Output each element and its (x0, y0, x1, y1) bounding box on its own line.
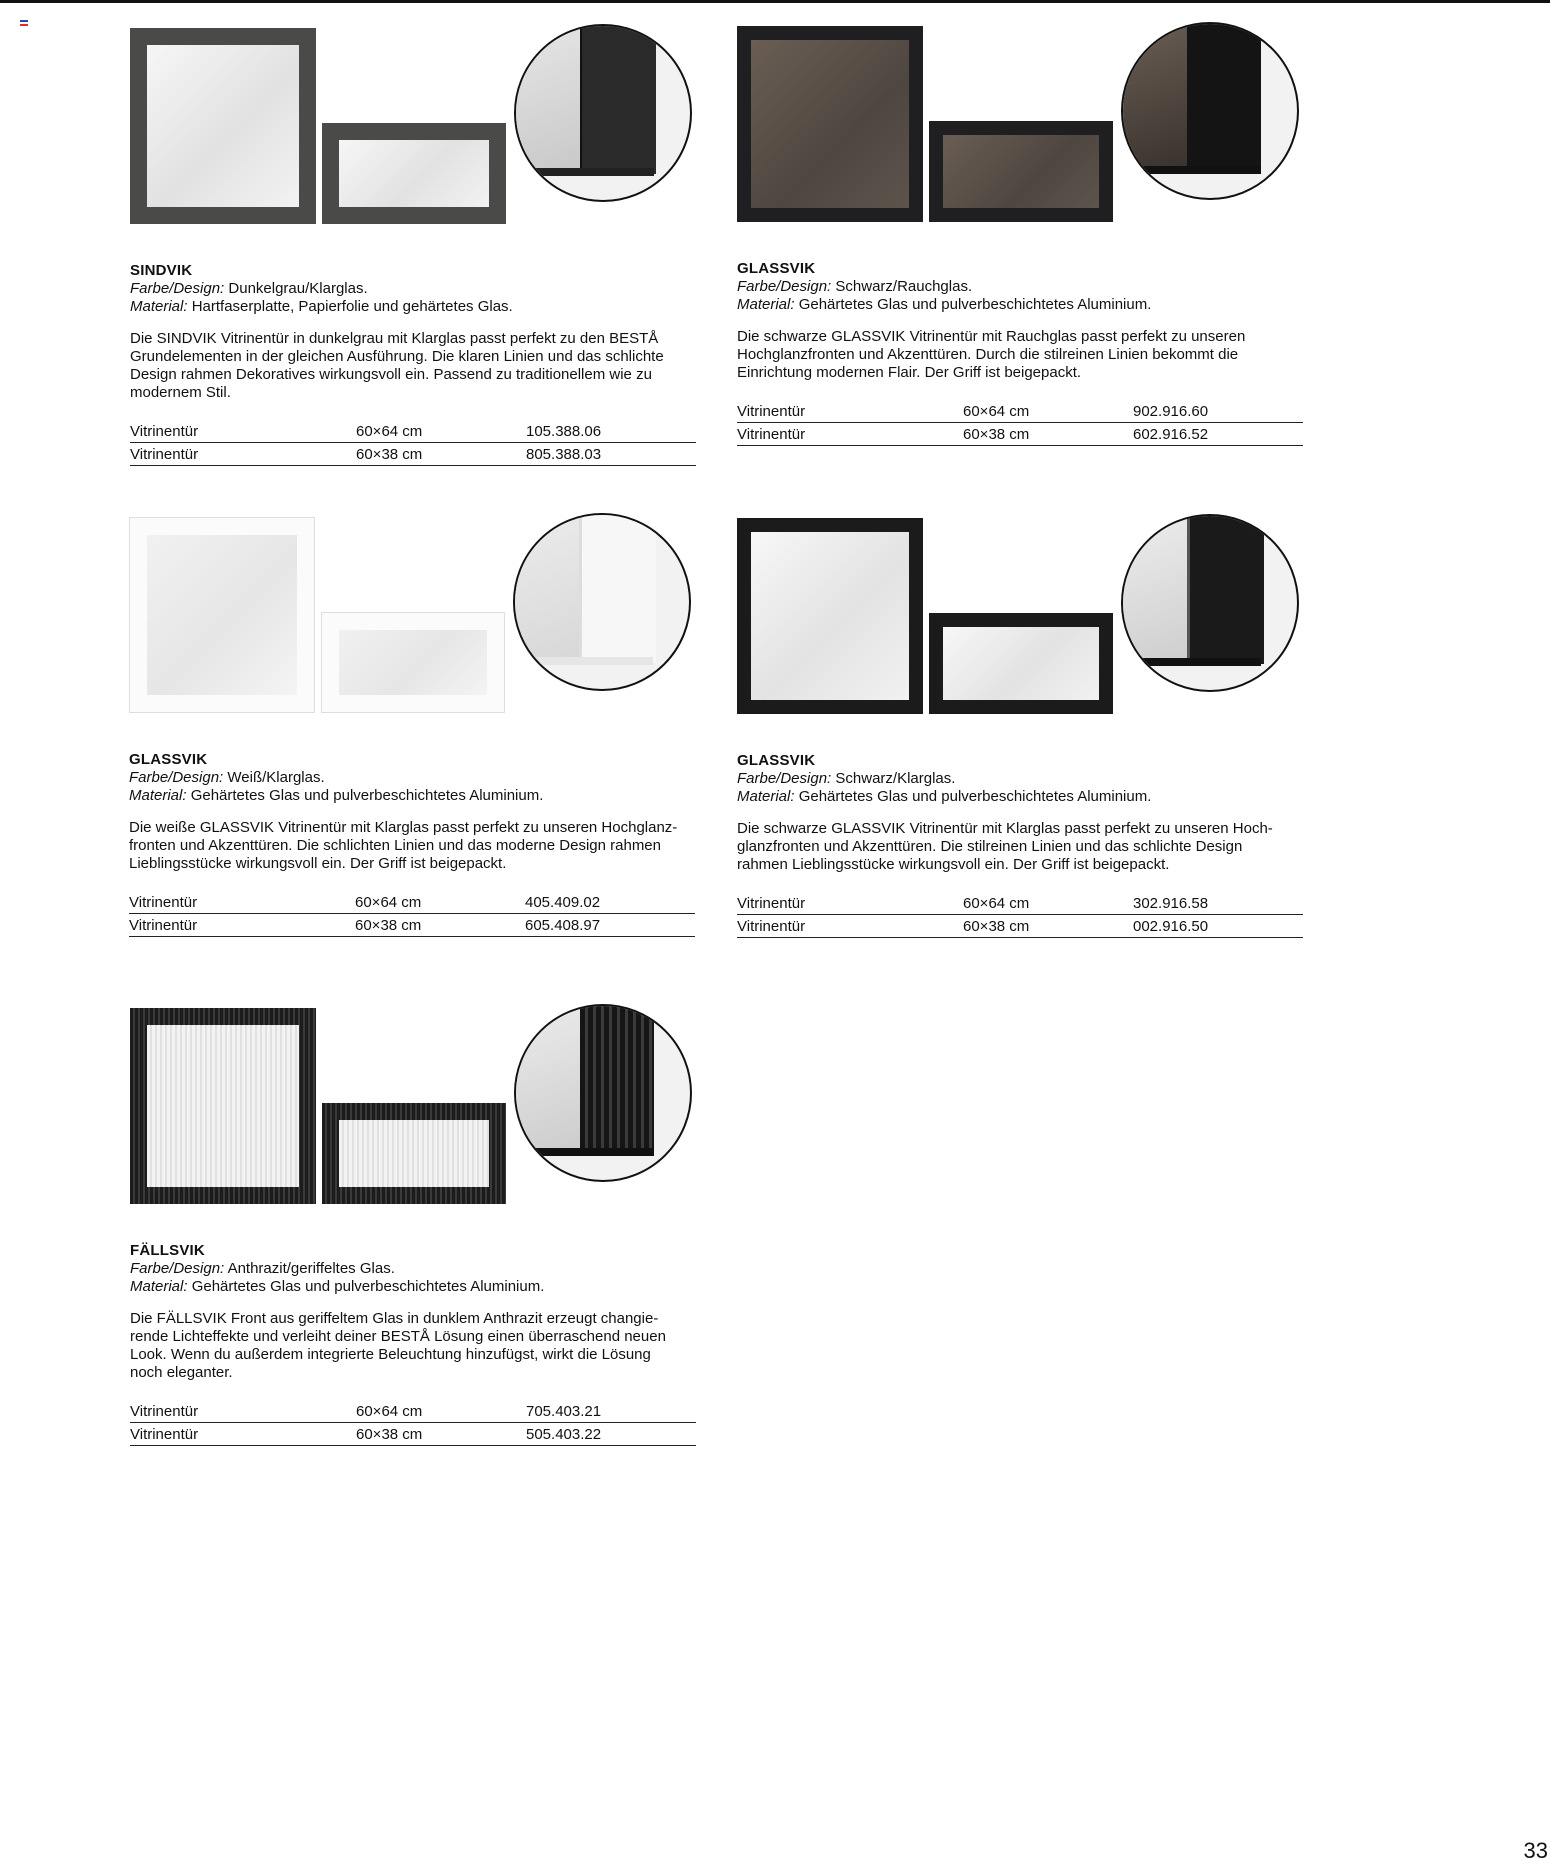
product-name: GLASSVIK (129, 751, 208, 768)
table-row: Vitrinentür 60×38 cm 605.408.97 (129, 914, 695, 937)
table-row: Vitrinentür 60×38 cm 805.388.03 (130, 443, 696, 466)
color-design: Farbe/Design: Schwarz/Klarglas. (737, 770, 956, 787)
door-image-small (322, 123, 506, 224)
detail-zoom-image (514, 1004, 692, 1182)
page-number: 33 (1523, 1838, 1548, 1863)
flag-icon (20, 20, 28, 26)
product-name: FÄLLSVIK (130, 1242, 205, 1259)
material: Material: Gehärtetes Glas und pulverbeschichtetes Aluminium. (737, 788, 1152, 805)
product-images (737, 514, 1413, 752)
door-image-large (737, 26, 923, 222)
detail-zoom-image (1121, 514, 1299, 692)
material: Material: Gehärtetes Glas und pulverbeschichtetes Aluminium. (130, 1278, 545, 1295)
product-card-fallsvik (130, 1004, 806, 1446)
product-card-sindvik (130, 24, 806, 466)
product-description: Die SINDVIK Vitrinentür in dunkelgrau mit Klarglas passt perfekt zu den BESTÅ Grundelementen in der gleichen Ausführung. Die klaren Linien und das schlichte Design rahmen Dekoratives wirkungsvoll ein. Passend zu traditionellem wie zu modernem Stil. (130, 330, 664, 401)
table-row: Vitrinentür 60×64 cm 902.916.60 (737, 400, 1303, 423)
table-row: Vitrinentür 60×38 cm 002.916.50 (737, 915, 1303, 938)
table-row: Vitrinentür 60×64 cm 302.916.58 (737, 892, 1303, 915)
spec-table (129, 891, 695, 937)
door-image-large (130, 1008, 316, 1204)
table-row: Vitrinentür 60×64 cm 705.403.21 (130, 1400, 696, 1423)
door-image-small (929, 613, 1113, 714)
product-images (129, 513, 805, 751)
color-design: Farbe/Design: Weiß/Klarglas. (129, 769, 325, 786)
product-description: Die weiße GLASSVIK Vitrinentür mit Klarglas passt perfekt zu unseren Hochglanz- fronten und Akzenttüren. Die schlichten Linien und das moderne Design rahmen Lieblingsstücke wirkungsvoll ein. Der Griff ist beigepackt. (129, 819, 678, 872)
product-card-glassvik-white (129, 513, 805, 937)
product-images (130, 1004, 806, 1242)
product-images (130, 24, 806, 262)
material: Material: Gehärtetes Glas und pulverbeschichtetes Aluminium. (737, 296, 1152, 313)
door-image-large (737, 518, 923, 714)
door-image-small (929, 121, 1113, 222)
detail-zoom-image (513, 513, 691, 691)
table-row: Vitrinentür 60×38 cm 505.403.22 (130, 1423, 696, 1446)
color-design: Farbe/Design: Dunkelgrau/Klarglas. (130, 280, 368, 297)
product-description: Die schwarze GLASSVIK Vitrinentür mit Rauchglas passt perfekt zu unseren Hochglanzfronten und Akzenttüren. Durch die stilreinen Linien bekommt die Einrichtung modernen Flair. Der Griff ist beigepackt. (737, 328, 1246, 381)
detail-zoom-image (1121, 22, 1299, 200)
spec-table (737, 892, 1303, 938)
spec-table (737, 400, 1303, 446)
material: Material: Hartfaserplatte, Papierfolie und gehärtetes Glas. (130, 298, 513, 315)
door-image-small (321, 612, 505, 713)
product-card-glassvik-black (737, 514, 1413, 938)
color-design: Farbe/Design: Schwarz/Rauchglas. (737, 278, 973, 295)
product-name: GLASSVIK (737, 260, 816, 277)
product-images (737, 22, 1413, 260)
table-row: Vitrinentür 60×38 cm 602.916.52 (737, 423, 1303, 446)
table-row: Vitrinentür 60×64 cm 405.409.02 (129, 891, 695, 914)
product-card-glassvik-smoke (737, 22, 1413, 446)
spec-table (130, 1400, 696, 1446)
detail-zoom-image (514, 24, 692, 202)
material: Material: Gehärtetes Glas und pulverbeschichtetes Aluminium. (129, 787, 544, 804)
door-image-large (129, 517, 315, 713)
color-design: Farbe/Design: Anthrazit/geriffeltes Glas. (130, 1260, 395, 1277)
table-row: Vitrinentür 60×64 cm 105.388.06 (130, 420, 696, 443)
product-name: GLASSVIK (737, 752, 816, 769)
product-description: Die FÄLLSVIK Front aus geriffeltem Glas in dunklem Anthrazit erzeugt changie- rende Lichteffekte und verleiht deiner BESTÅ Lösung einen überraschend neuen Look. Wenn du außerdem integrierte Beleuchtung hinzufügst, wirkt die Lösung noch eleganter. (130, 1310, 666, 1381)
top-rule (0, 0, 1550, 3)
product-name: SINDVIK (130, 262, 193, 279)
product-description: Die schwarze GLASSVIK Vitrinentür mit Klarglas passt perfekt zu unseren Hoch- glanzfronten und Akzenttüren. Die stilreinen Linien und das schlichte Design rahmen Lieblingsstücke wirkungsvoll ein. Der Griff ist beigepackt. (737, 820, 1273, 873)
door-image-large (130, 28, 316, 224)
door-image-small (322, 1103, 506, 1204)
spec-table (130, 420, 696, 466)
